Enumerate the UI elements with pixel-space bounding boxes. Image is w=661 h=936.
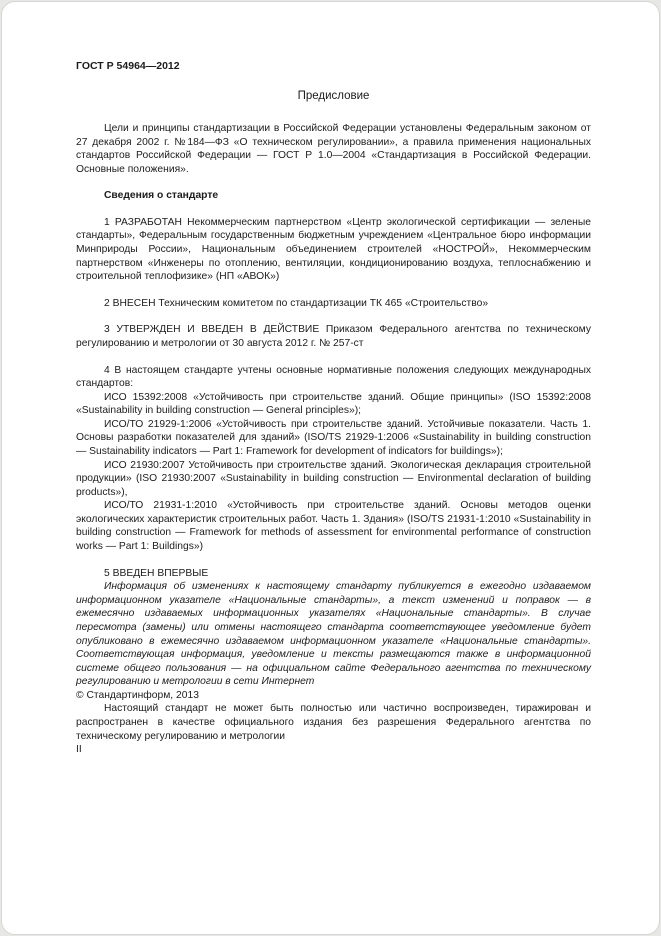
- intro-paragraph: Цели и принципы стандартизации в Российской Федерации установлены Федеральным законом от 27 декабря 2002 г. №184—ФЗ «О техническом регулировании», а правила применения национальных стандартов Российской Федерации — ГОСТ Р 1.0—2004 «Стандартизация в Российской Федерации. Основные положения».: [76, 123, 591, 175]
- developed-clause: 1 РАЗРАБОТАН Некоммерческим партнерством «Центр экологической сертификации — зеленые стандарты», Федеральным государственным бюджетным учреждением «Центральное бюро информации Минприроды России», Национальным объединением строителей «НОСТРОЙ», Некоммерческим партнерством «Инженеры по отоплению, вентиляции, кондиционированию воздуха, теплоснабжению и строительной теплофизике» (НП «АВОК»): [76, 216, 591, 283]
- reproduction-restriction: Настоящий стандарт не может быть полностью или частично воспроизведен, тиражирован и распространен в качестве официального издания без разрешения Федерального агентства по техническому регулированию и метрологии: [76, 703, 591, 742]
- international-standards-intro: 4 В настоящем стандарте учтены основные нормативные положения следующих международных стандартов:: [76, 364, 591, 390]
- amendments-notice: Информация об изменениях к настоящему стандарту публикуется в ежегодно издаваемом информационном указателе «Национальные стандарты», а текст изменений и поправок — в ежемесячно издаваемых информационных указателях «Национальные стандарты». В случае пересмотра (замены) или отмены настоящего стандарта соответствующее уведомление будет опубликовано в ежемесячно издаваемом информационном указателе «Национальные стандарты». Соответствующая информация, уведомление и тексты размещаются также в информационной системе общего пользования — на официальном сайте Федерального агентства по техническому регулированию и метрологии в сети Интернет: [76, 581, 591, 688]
- first-introduced-clause: 5 ВВЕДЕН ВПЕРВЫЕ: [104, 567, 209, 579]
- standard-reference-iso-15392: ИСО 15392:2008 «Устойчивость при строительстве зданий. Общие принципы» (ISO 15392:2008 «Sustainability in building construction — General principles»);: [76, 391, 591, 417]
- standard-reference-iso-21930: ИСО 21930:2007 Устойчивость при строительстве зданий. Экологическая декларация строительной продукции» (ISO 21930:2007 «Sustainability in building construction — Environmental declaration of building products»),: [76, 459, 591, 498]
- copyright-notice: © Стандартинформ, 2013: [76, 689, 199, 701]
- section-heading: Сведения о стандарте: [104, 190, 219, 202]
- document-page: [1, 1, 660, 935]
- document-header: ГОСТ Р 54964—2012: [76, 60, 180, 72]
- page-title: Предисловие: [297, 90, 370, 102]
- page-number: II: [76, 744, 82, 756]
- standard-reference-iso-21929: ИСО/ТО 21929-1:2006 «Устойчивость при строительстве зданий. Устойчивые показатели. Часть 1. Основы разработки показателей для зданий» (ISO/TS 21929-1:2006 «Sustainability in building construction — Sustainability indicators — Part 1: Framework for development of indicators for buildings»);: [76, 418, 591, 457]
- submitted-clause: 2 ВНЕСЕН Техническим комитетом по стандартизации ТК 465 «Строительство»: [104, 297, 489, 309]
- approved-clause: 3 УТВЕРЖДЕН И ВВЕДЕН В ДЕЙСТВИЕ Приказом Федерального агентства по техническому регулированию и метрологии от 30 августа 2012 г. № 257-ст: [76, 324, 591, 349]
- standard-reference-iso-21931: ИСО/ТО 21931-1:2010 «Устойчивость при строительстве зданий. Основы методов оценки экологических характеристик строительных работ. Часть 1. Здания» (ISO/TS 21931-1:2010 «Sustainability in building construction — Framework for methods of assessment for environmental performance of construction works — Part 1: Buildings»): [76, 500, 591, 553]
